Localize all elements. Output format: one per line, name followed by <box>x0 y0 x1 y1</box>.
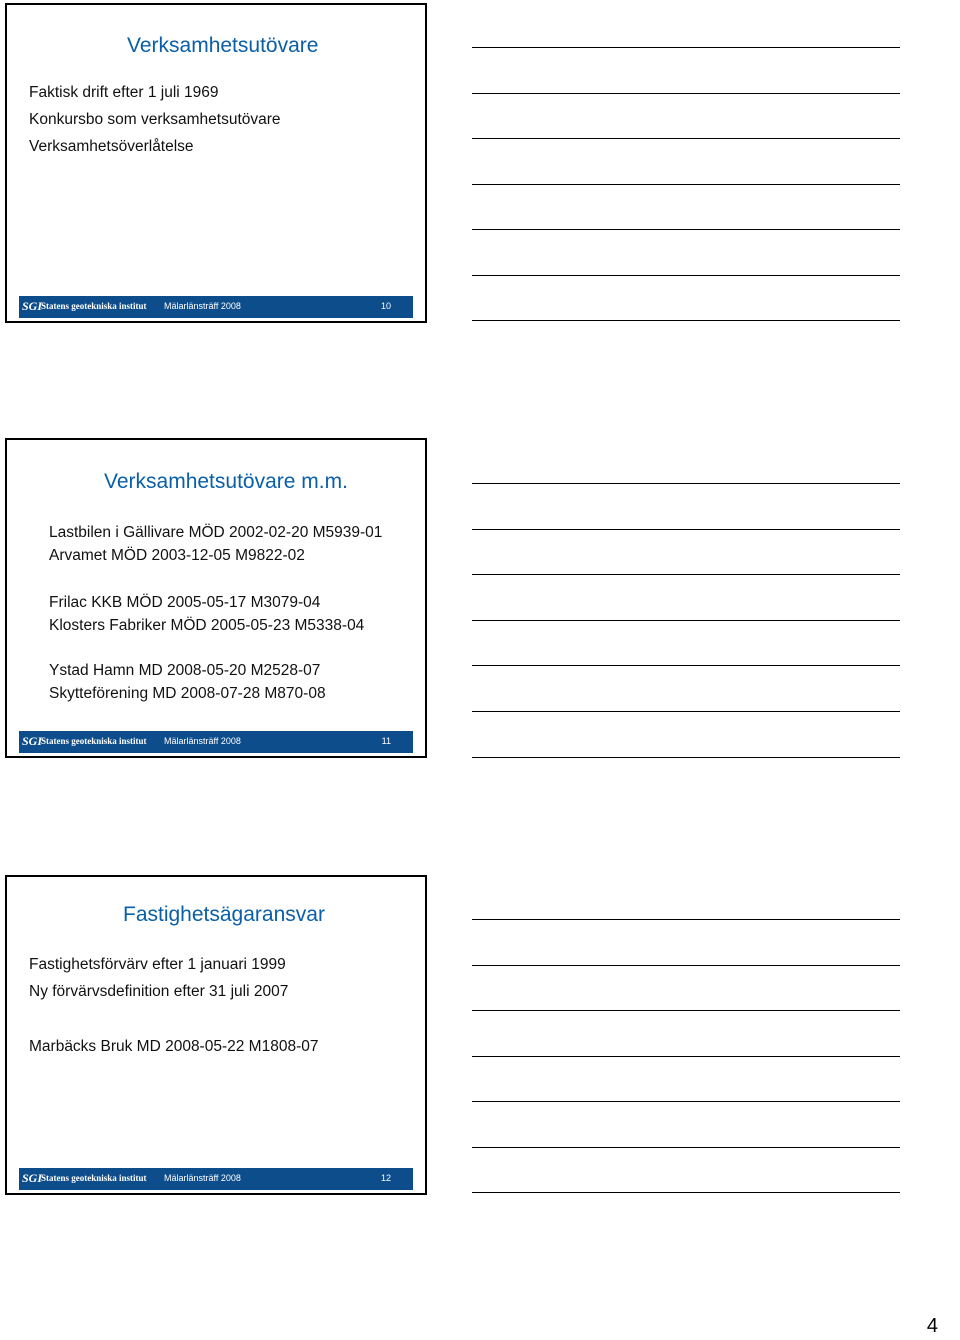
slide-bullet: Faktisk drift efter 1 juli 1969 <box>29 84 219 101</box>
institute-name: Statens geotekniska institut <box>41 301 147 311</box>
slide-bullet: Verksamhetsöverlåtelse <box>29 138 194 155</box>
note-line <box>472 93 900 94</box>
slide-title: Fastighetsägaransvar <box>123 903 325 926</box>
event-name: Mälarlänsträff 2008 <box>164 301 241 311</box>
slide-bullet: Marbäcks Bruk MD 2008-05-22 M1808-07 <box>29 1038 319 1055</box>
note-line <box>472 483 900 484</box>
note-line <box>472 665 900 666</box>
slide-footer <box>19 1168 413 1190</box>
event-name: Mälarlänsträff 2008 <box>164 736 241 746</box>
slide-12 <box>5 875 427 1195</box>
note-line <box>472 965 900 966</box>
slide-10 <box>5 3 427 323</box>
note-line <box>472 47 900 48</box>
sgi-logo-icon: SGI <box>22 1171 43 1185</box>
note-line <box>472 529 900 530</box>
slide-bullet: Lastbilen i Gällivare MÖD 2002-02-20 M5939-01 <box>49 524 383 541</box>
slide-11 <box>5 438 427 758</box>
slide-title: Verksamhetsutövare m.m. <box>104 470 348 493</box>
note-line <box>472 620 900 621</box>
note-line <box>472 320 900 321</box>
note-line <box>472 919 900 920</box>
note-line <box>472 184 900 185</box>
note-line <box>472 1101 900 1102</box>
sgi-logo-icon: SGI <box>22 299 43 313</box>
event-name: Mälarlänsträff 2008 <box>164 1173 241 1183</box>
sgi-logo-icon: SGI <box>22 734 43 748</box>
note-line <box>472 1056 900 1057</box>
slide-bullet: Arvamet MÖD 2003-12-05 M9822-02 <box>49 547 305 564</box>
slide-footer <box>19 296 413 318</box>
institute-name: Statens geotekniska institut <box>41 736 147 746</box>
slide-number: 11 <box>381 736 391 746</box>
slide-title: Verksamhetsutövare <box>127 34 319 57</box>
slide-footer <box>19 731 413 753</box>
note-line <box>472 229 900 230</box>
slide-bullet: Frilac KKB MÖD 2005-05-17 M3079-04 <box>49 594 321 611</box>
institute-name: Statens geotekniska institut <box>41 1173 147 1183</box>
slide-bullet: Skytteförening MD 2008-07-28 M870-08 <box>49 685 326 702</box>
slide-number: 12 <box>380 1173 391 1183</box>
note-line <box>472 1147 900 1148</box>
slide-bullet: Fastighetsförvärv efter 1 januari 1999 <box>29 956 286 973</box>
slide-bullet: Ystad Hamn MD 2008-05-20 M2528-07 <box>49 662 321 679</box>
note-line <box>472 757 900 758</box>
slide-bullet: Klosters Fabriker MÖD 2005-05-23 M5338-04 <box>49 617 365 634</box>
slide-bullet: Konkursbo som verksamhetsutövare <box>29 111 281 128</box>
note-line <box>472 1010 900 1011</box>
note-line <box>472 275 900 276</box>
note-line <box>472 574 900 575</box>
slide-bullet: Ny förvärvsdefinition efter 31 juli 2007 <box>29 983 289 1000</box>
note-line <box>472 711 900 712</box>
page-number: 4 <box>926 1315 938 1337</box>
note-line <box>472 1192 900 1193</box>
note-line <box>472 138 900 139</box>
slide-number: 10 <box>380 301 391 311</box>
